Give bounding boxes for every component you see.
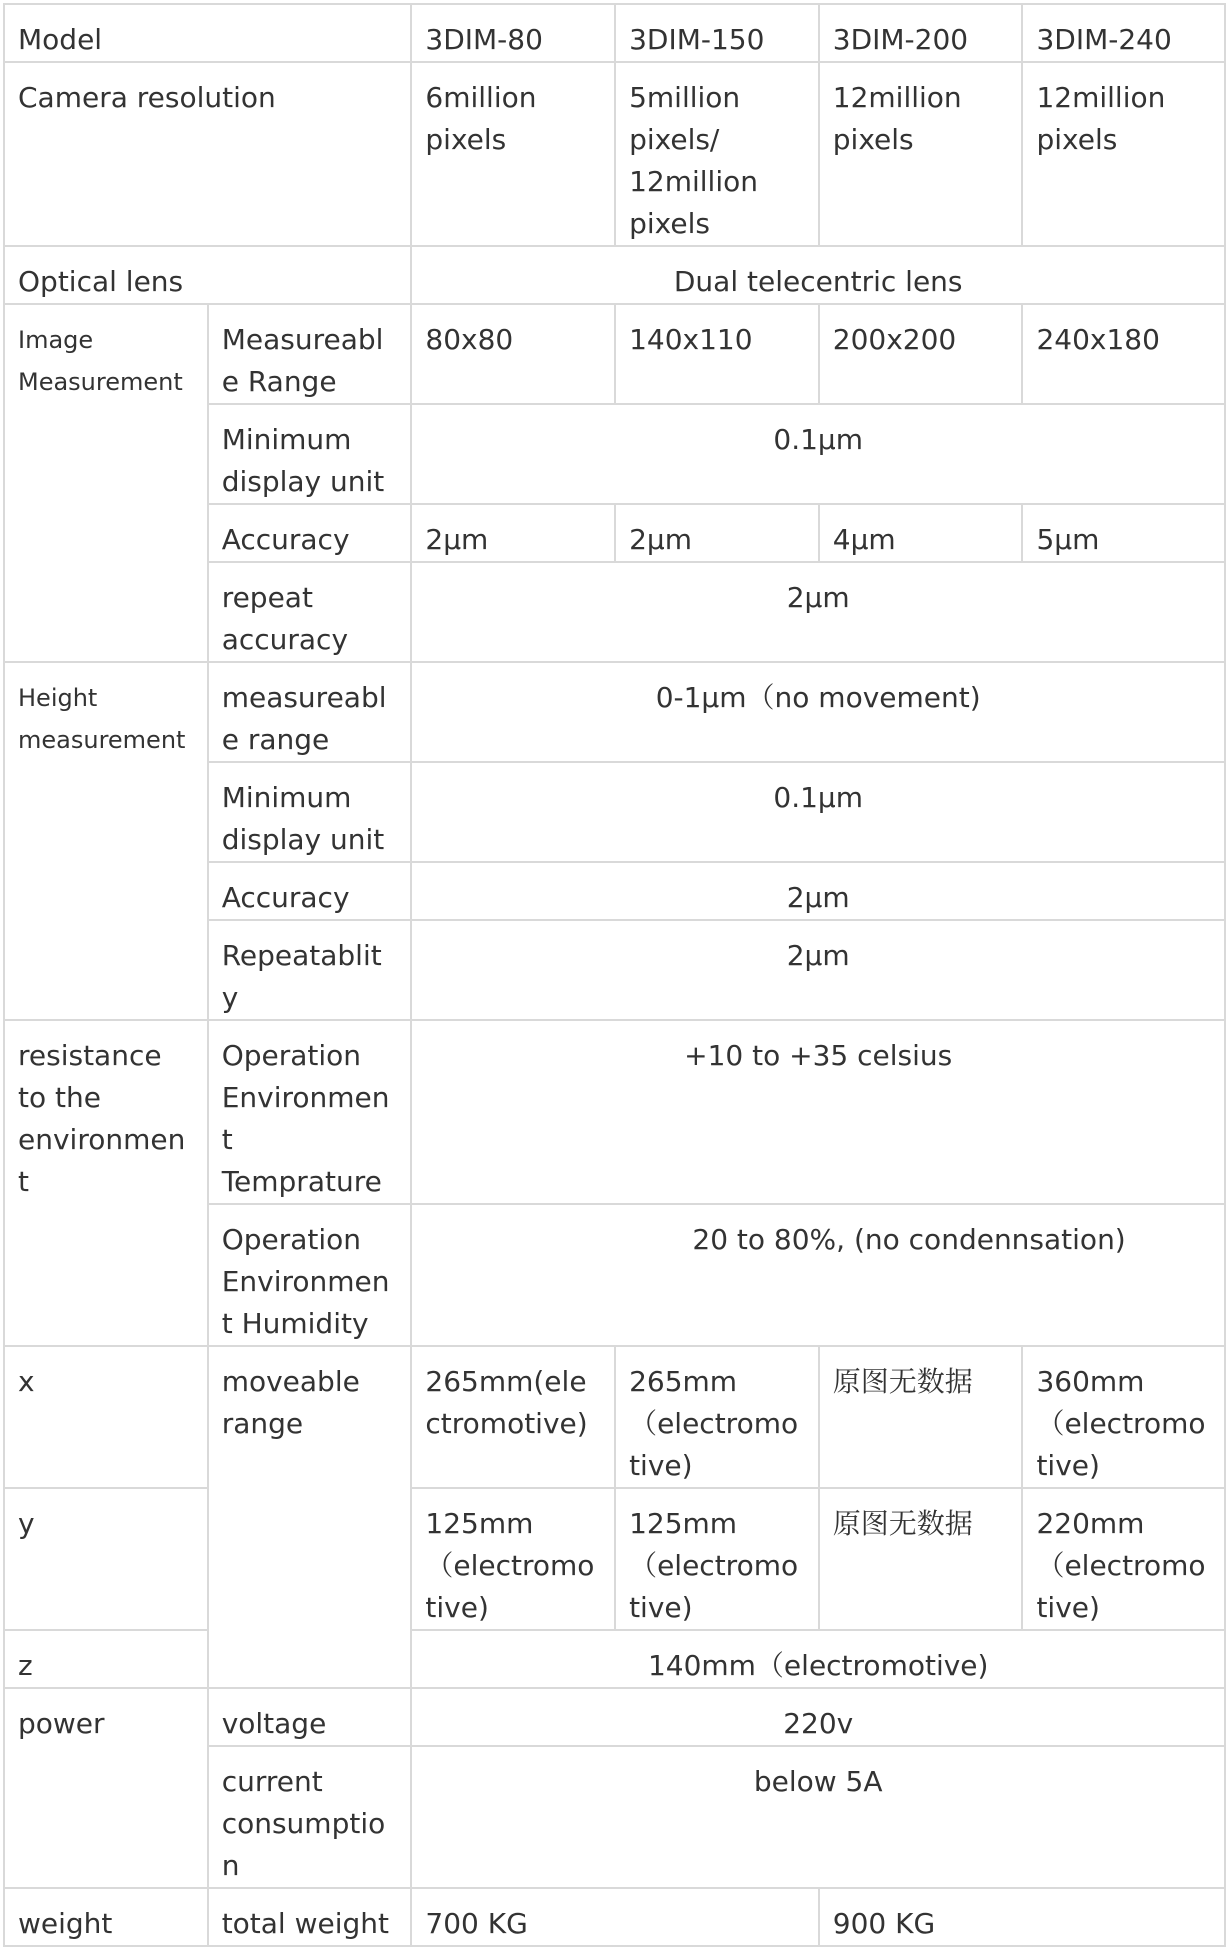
image-accuracy-80: 2μm [411,504,615,562]
spec-table [3,3,1226,1947]
env-temperature-label: Operation Environment Temprature [208,1020,412,1204]
power-group: power [4,1688,208,1888]
env-humidity-label: Operation Environment Humidity [208,1204,412,1346]
row-model [4,4,1225,62]
image-min-unit-label: Minimum display unit [208,404,412,504]
camera-value-240: 12million pixels [1022,62,1225,246]
y-range-240: 220mm（electromotive) [1022,1488,1225,1630]
optical-value: Dual telecentric lens [411,246,1225,304]
row-height-range [4,662,1225,762]
camera-value-80: 6million pixels [411,62,615,246]
height-accuracy-label: Accuracy [208,862,412,920]
optical-label: Optical lens [4,246,411,304]
env-humidity-value: 20 to 80%, (no condennsation) [411,1204,1225,1346]
row-power-voltage [4,1688,1225,1746]
weight-group: weight [4,1888,208,1946]
moveable-range-label: moveable range [208,1346,412,1688]
camera-value-200: 12million pixels [819,62,1023,246]
row-camera [4,62,1225,246]
height-measurement-group: Height measurement [4,662,208,1020]
axis-z-label: z [4,1630,208,1688]
image-range-150: 140x110 [615,304,819,404]
x-range-80: 265mm(electromotive) [411,1346,615,1488]
model-3dim-240: 3DIM-240 [1022,4,1225,62]
power-current-label: current consumption [208,1746,412,1888]
y-range-200: 原图无数据 [819,1488,1023,1630]
height-accuracy-value: 2μm [411,862,1225,920]
height-repeat-value: 2μm [411,920,1225,1020]
image-min-unit-value: 0.1μm [411,404,1225,504]
row-env-temperature [4,1020,1225,1204]
camera-value-150: 5million pixels/ 12million pixels [615,62,819,246]
model-3dim-200: 3DIM-200 [819,4,1023,62]
image-range-label: Measureable Range [208,304,412,404]
x-range-240: 360mm（electromotive) [1022,1346,1225,1488]
axis-x-label: x [4,1346,208,1488]
image-range-240: 240x180 [1022,304,1225,404]
row-z [4,1630,1225,1688]
camera-label: Camera resolution [4,62,411,246]
row-optical [4,246,1225,304]
z-range-value: 140mm（electromotive) [411,1630,1225,1688]
weight-value-80-150: 700 KG [411,1888,818,1946]
image-repeat-label: repeat accuracy [208,562,412,662]
image-range-200: 200x200 [819,304,1023,404]
model-3dim-150: 3DIM-150 [615,4,819,62]
image-accuracy-label: Accuracy [208,504,412,562]
image-accuracy-200: 4μm [819,504,1023,562]
height-range-label: measureable range [208,662,412,762]
row-weight [4,1888,1225,1946]
height-min-unit-value: 0.1μm [411,762,1225,862]
row-y [4,1488,1225,1630]
weight-value-200-240: 900 KG [819,1888,1225,1946]
image-repeat-value: 2μm [411,562,1225,662]
x-range-200: 原图无数据 [819,1346,1023,1488]
image-range-80: 80x80 [411,304,615,404]
row-x [4,1346,1225,1488]
row-image-range [4,304,1225,404]
power-current-value: below 5A [411,1746,1225,1888]
environment-group: resistance to the environment [4,1020,208,1346]
image-accuracy-240: 5μm [1022,504,1225,562]
y-range-150: 125mm（electromotive) [615,1488,819,1630]
image-accuracy-150: 2μm [615,504,819,562]
model-label: Model [4,4,411,62]
weight-label: total weight [208,1888,412,1946]
model-3dim-80: 3DIM-80 [411,4,615,62]
x-range-150: 265mm（electromotive) [615,1346,819,1488]
axis-y-label: y [4,1488,208,1630]
power-voltage-value: 220v [411,1688,1225,1746]
image-measurement-group: Image Measurement [4,304,208,662]
height-repeat-label: Repeatablity [208,920,412,1020]
height-min-unit-label: Minimum display unit [208,762,412,862]
height-range-value: 0-1μm（no movement) [411,662,1225,762]
env-temperature-value: +10 to +35 celsius [411,1020,1225,1204]
power-voltage-label: voltage [208,1688,412,1746]
y-range-80: 125mm（electromotive) [411,1488,615,1630]
